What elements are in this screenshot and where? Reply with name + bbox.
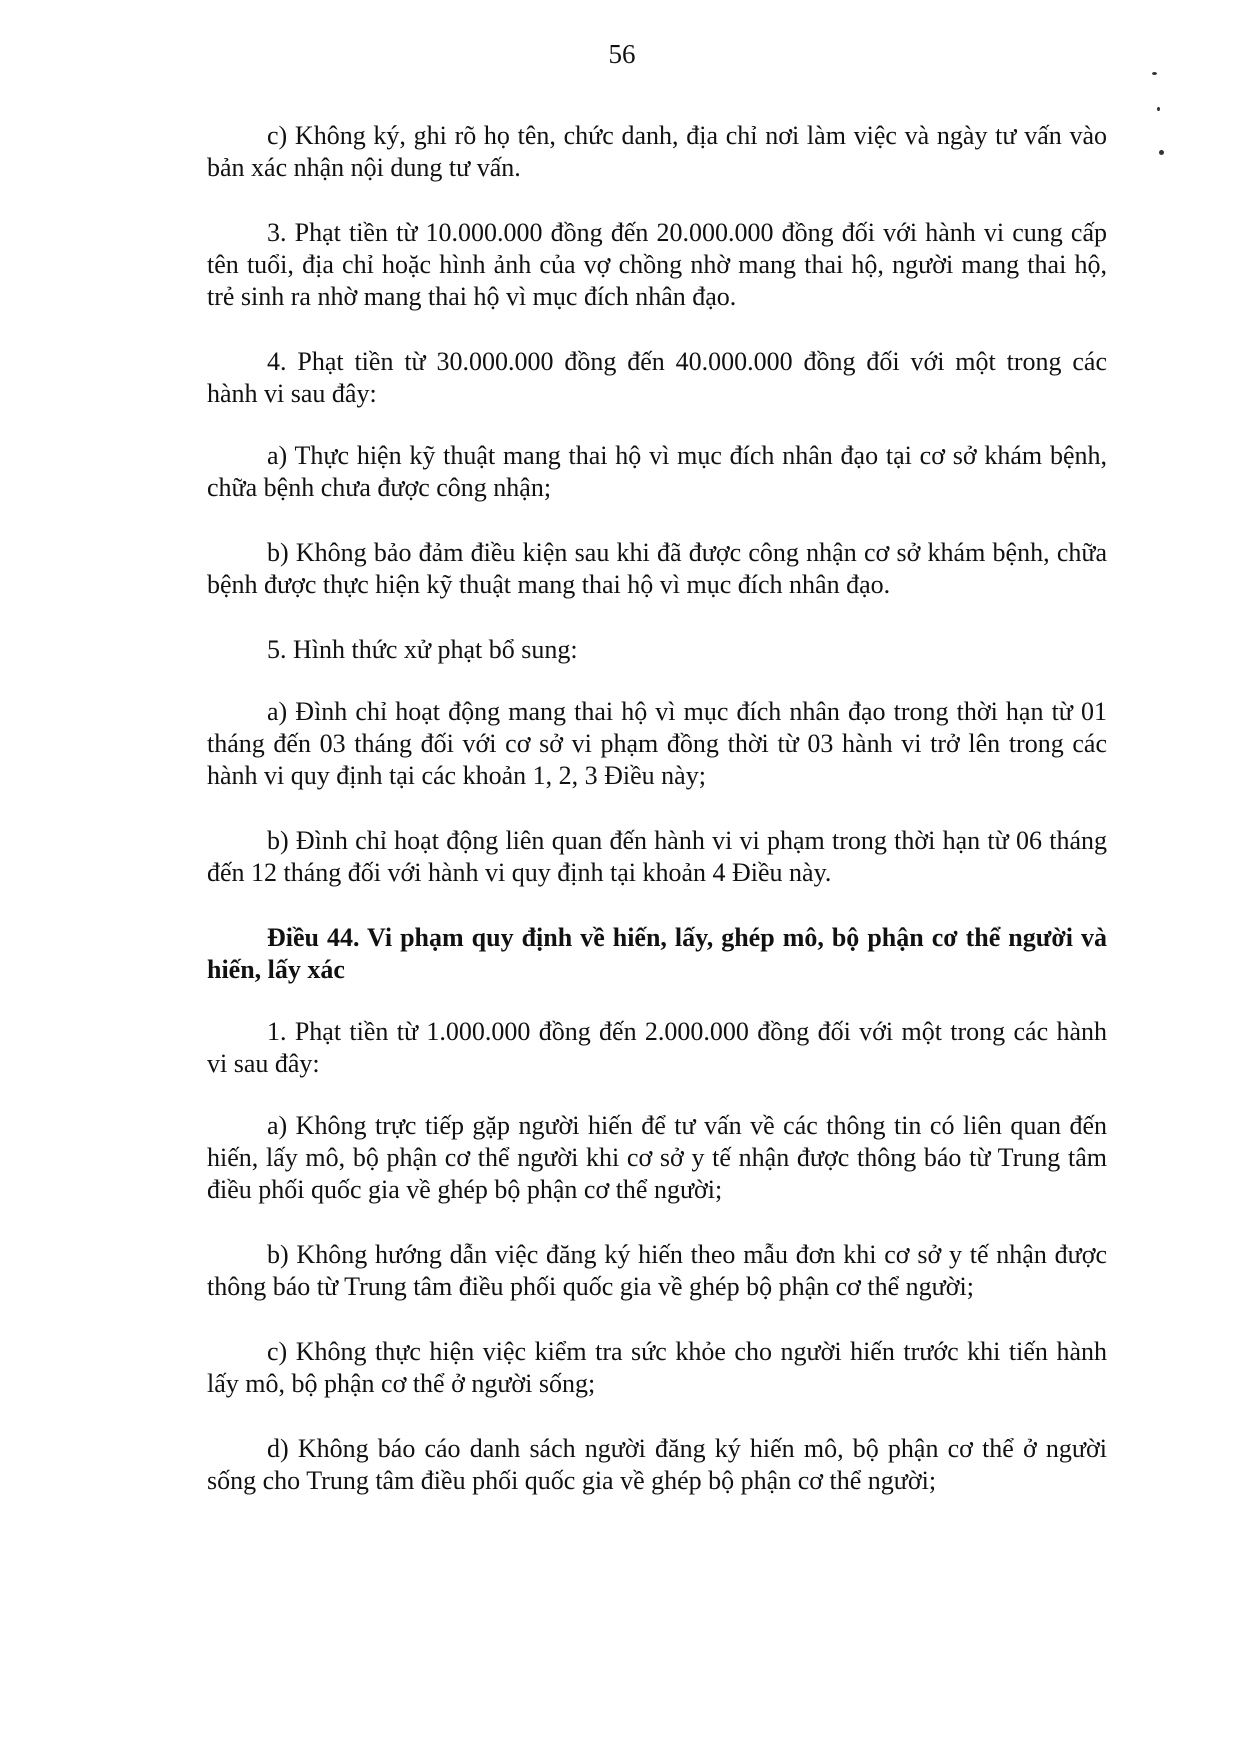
document-body bbox=[207, 120, 1107, 1530]
scan-speck bbox=[1152, 72, 1157, 75]
scan-speck bbox=[1159, 150, 1164, 155]
paragraph-5a: a) Đình chỉ hoạt động mang thai hộ vì mục đích nhân đạo trong thời hạn từ 01 tháng đến 03 tháng đối với cơ sở vi phạm đồng thời từ 03 hành vi trở lên trong các hành vi quy định tại các khoản 1, 2, 3 Điều này; bbox=[207, 697, 1107, 790]
paragraph-clause-5: 5. Hình thức xử phạt bổ sung: bbox=[267, 635, 578, 664]
paragraph-clause-3: 3. Phạt tiền từ 10.000.000 đồng đến 20.000.000 đồng đối với hành vi cung cấp tên tuổi, địa chỉ hoặc hình ảnh của vợ chồng nhờ mang thai hộ, người mang thai hộ, trẻ sinh ra nhờ mang thai hộ vì mục đích nhân đạo. bbox=[207, 218, 1107, 311]
paragraph-44-clause-1: 1. Phạt tiền từ 1.000.000 đồng đến 2.000.000 đồng đối với một trong các hành vi sau đây: bbox=[207, 1017, 1107, 1078]
paragraph-4a: a) Thực hiện kỹ thuật mang thai hộ vì mục đích nhân đạo tại cơ sở khám bệnh, chữa bệnh chưa được công nhận; bbox=[207, 441, 1107, 502]
paragraph-5b: b) Đình chỉ hoạt động liên quan đến hành vi vi phạm trong thời hạn từ 06 tháng đến 12 tháng đối với hành vi quy định tại khoản 4 Điều này. bbox=[207, 826, 1107, 887]
article-44-heading: Điều 44. Vi phạm quy định về hiến, lấy, ghép mô, bộ phận cơ thể người và hiến, lấy xác bbox=[207, 923, 1107, 984]
paragraph-clause-4: 4. Phạt tiền từ 30.000.000 đồng đến 40.000.000 đồng đối với một trong các hành vi sau đây: bbox=[207, 347, 1107, 408]
paragraph-44-1a: a) Không trực tiếp gặp người hiến để tư vấn về các thông tin có liên quan đến hiến, lấy mô, bộ phận cơ thể người khi cơ sở y tế nhận được thông báo từ Trung tâm điều phối quốc gia về ghép bộ phận cơ thể người; bbox=[207, 1111, 1107, 1204]
paragraph-44-1c: c) Không thực hiện việc kiểm tra sức khỏe cho người hiến trước khi tiến hành lấy mô, bộ phận cơ thể ở người sống; bbox=[207, 1337, 1107, 1398]
paragraph-2c: c) Không ký, ghi rõ họ tên, chức danh, địa chỉ nơi làm việc và ngày tư vấn vào bản xác nhận nội dung tư vấn. bbox=[207, 121, 1107, 182]
paragraph-4b: b) Không bảo đảm điều kiện sau khi đã được công nhận cơ sở khám bệnh, chữa bệnh được thực hiện kỹ thuật mang thai hộ vì mục đích nhân đạo. bbox=[207, 538, 1107, 599]
paragraph-44-1d: d) Không báo cáo danh sách người đăng ký hiến mô, bộ phận cơ thể ở người sống cho Trung tâm điều phối quốc gia về ghép bộ phận cơ thể người; bbox=[207, 1434, 1107, 1495]
scan-speck bbox=[1157, 107, 1160, 111]
paragraph-44-1b: b) Không hướng dẫn việc đăng ký hiến theo mẫu đơn khi cơ sở y tế nhận được thông báo từ Trung tâm điều phối quốc gia về ghép bộ phận cơ thể người; bbox=[207, 1240, 1107, 1301]
page-number: 56 bbox=[608, 39, 636, 69]
